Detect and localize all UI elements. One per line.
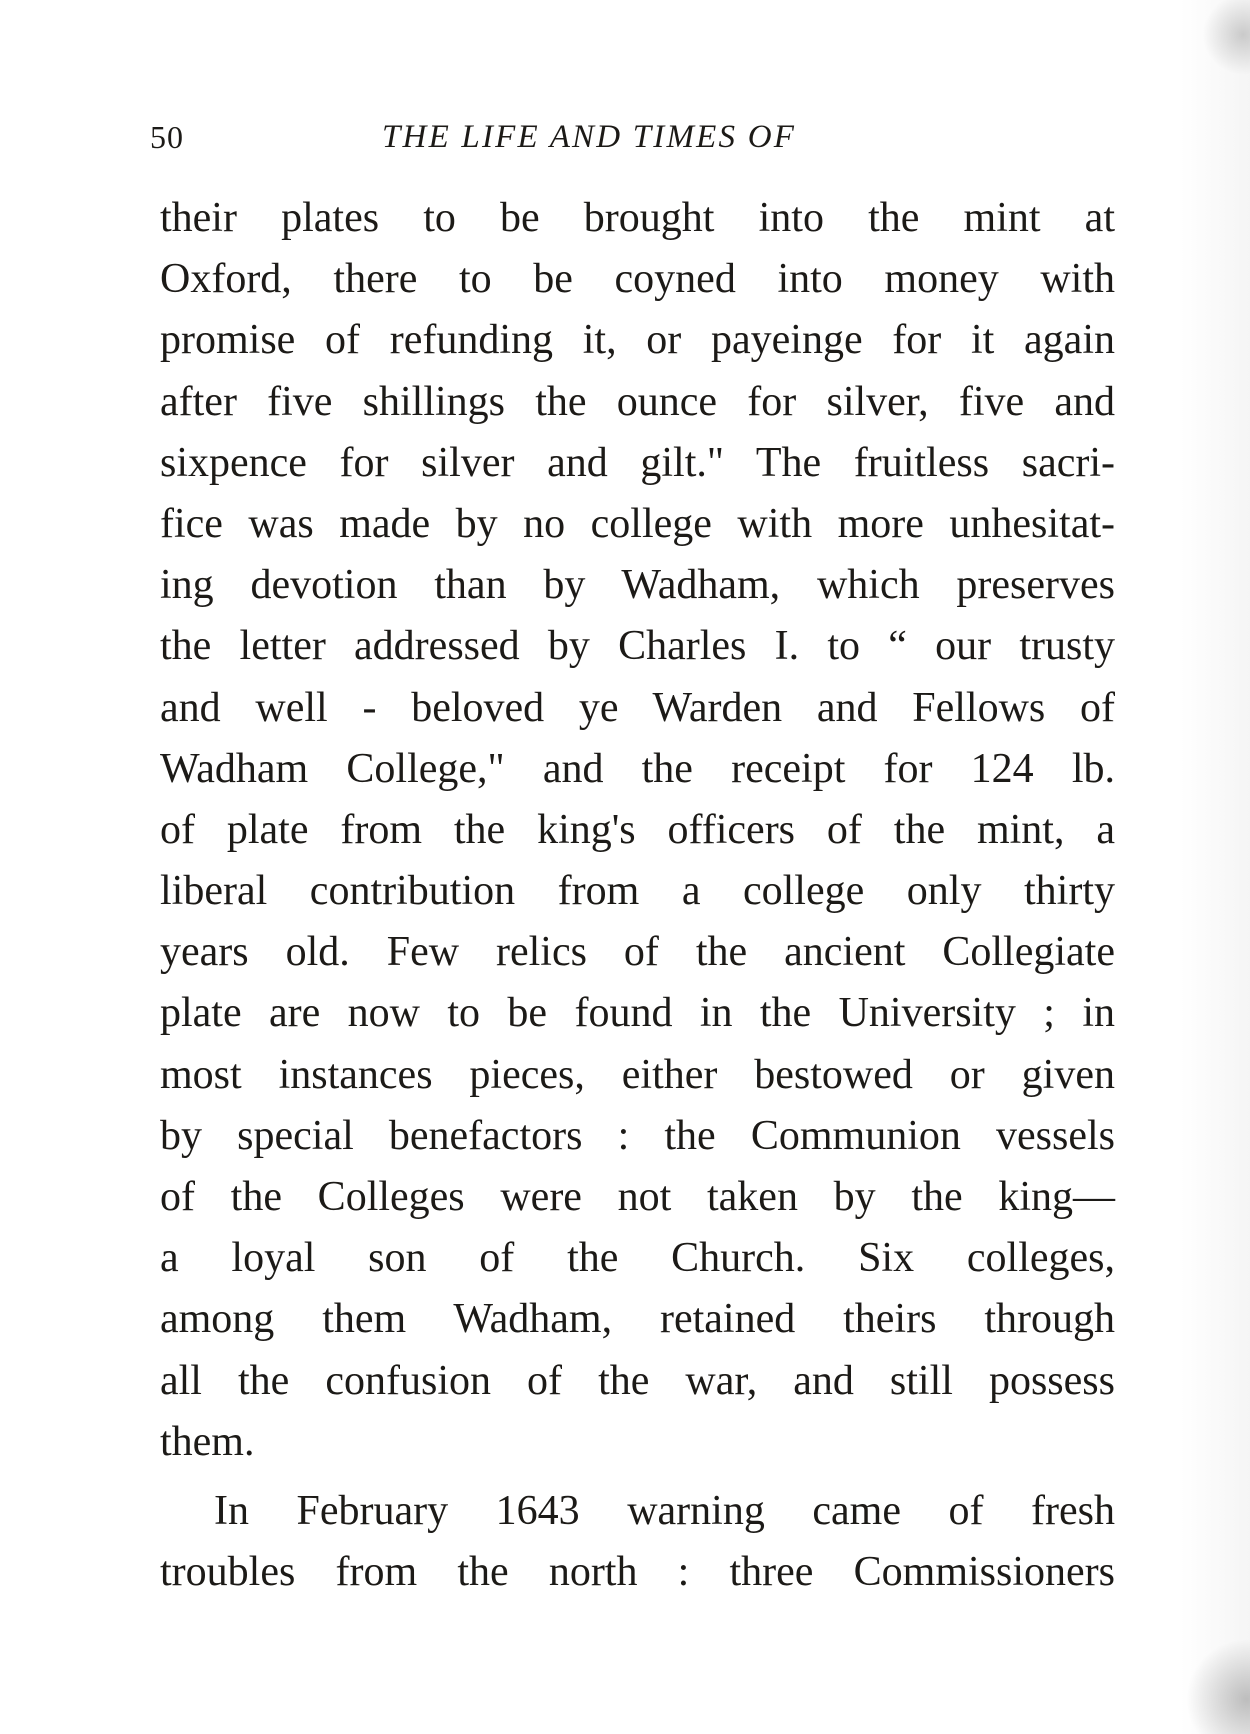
text-line: promise of refunding it, or payeinge for it again	[160, 317, 1115, 364]
page-number: 50	[150, 119, 184, 155]
text-line: among them Wadham, retained theirs through	[160, 1296, 1115, 1343]
text-line: Wadham College," and the receipt for 124 lb.	[160, 745, 1115, 792]
page-edge-shading	[1180, 0, 1250, 1734]
text-line: their plates to be brought into the mint at	[160, 195, 1115, 241]
text-line: plate are now to be found in the University ; in	[160, 990, 1115, 1037]
body-text	[160, 188, 1115, 1603]
paragraph-gap	[160, 1473, 1115, 1481]
text-line: troubles from the north : three Commissioners	[160, 1549, 1115, 1596]
text-line: and well - beloved ye Warden and Fellows of	[160, 684, 1115, 731]
text-line: Oxford, there to be coyned into money with	[160, 256, 1115, 303]
text-line: a loyal son of the Church. Six colleges,	[160, 1235, 1115, 1282]
running-head: THE LIFE AND TIMES OF	[382, 119, 797, 155]
text-line: all the confusion of the war, and still possess	[160, 1357, 1115, 1404]
page-header	[150, 112, 1100, 162]
paragraph-1	[160, 188, 1115, 1473]
text-line: liberal contribution from a college only thirty	[160, 868, 1115, 915]
paragraph-2	[160, 1481, 1115, 1603]
text-line: them.	[160, 1418, 255, 1465]
text-line: after five shillings the ounce for silver, five and	[160, 378, 1115, 425]
text-line: most instances pieces, either bestowed or given	[160, 1051, 1115, 1098]
text-line: of plate from the king's officers of the mint, a	[160, 806, 1115, 853]
text-line: In February 1643 warning came of fresh	[214, 1487, 1115, 1534]
text-line: the letter addressed by Charles I. to “ our trusty	[160, 623, 1115, 670]
text-line: of the Colleges were not taken by the king—	[160, 1174, 1115, 1220]
text-line: years old. Few relics of the ancient Collegiate	[160, 929, 1115, 976]
text-line: sixpence for silver and gilt." The fruitless sacri-	[160, 439, 1115, 486]
text-line: ing devotion than by Wadham, which preserves	[160, 562, 1115, 609]
text-line: fice was made by no college with more unhesitat-	[160, 500, 1115, 547]
text-line: by special benefactors : the Communion vessels	[160, 1112, 1115, 1159]
